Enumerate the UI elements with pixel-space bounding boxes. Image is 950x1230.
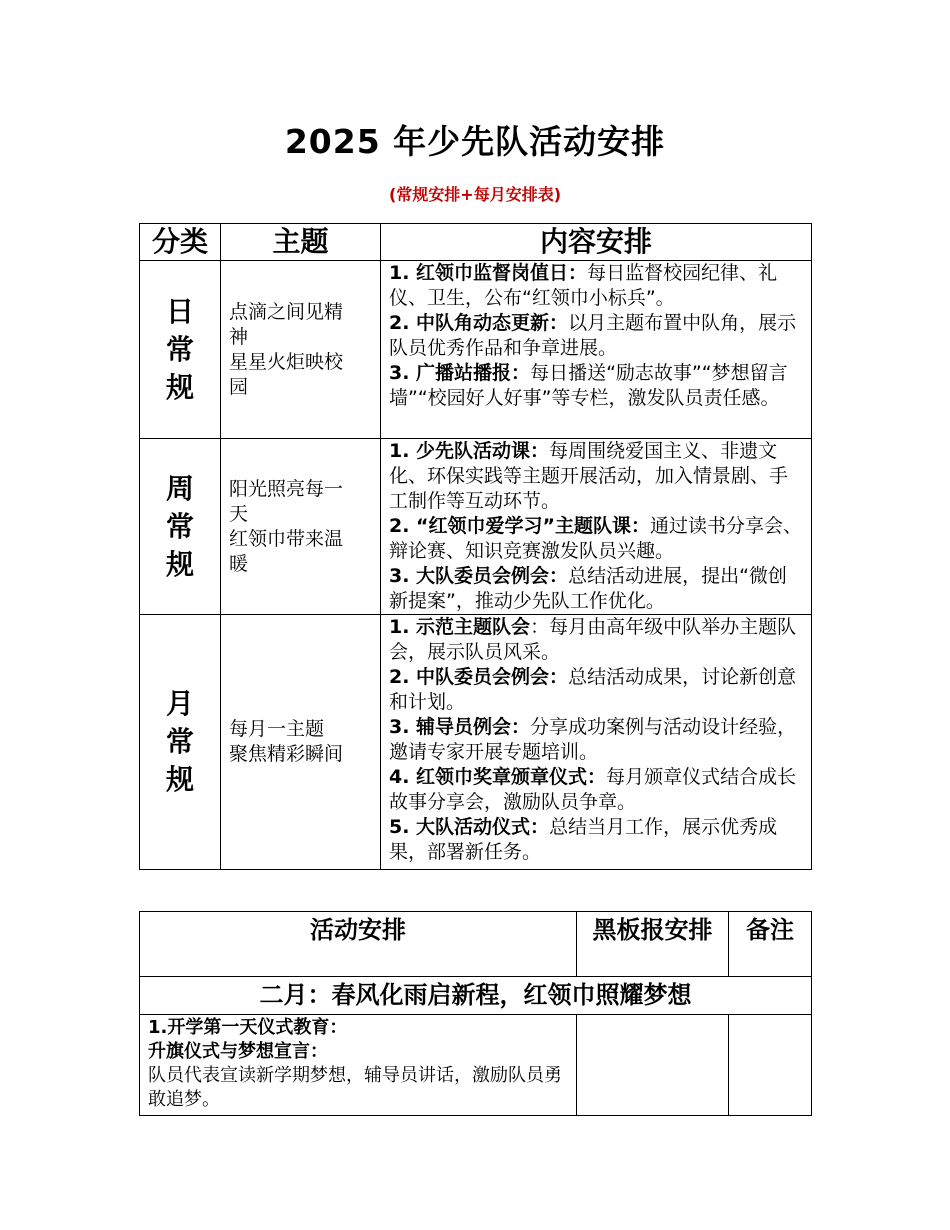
content-item: 3. 广播站播报：每日播送“励志故事”“梦想留言墙”“校园好人好事”等专栏，激发队员责任感。 [389, 362, 788, 409]
content-item: 1. 少先队活动课：每周围绕爱国主义、非遗文化、环保实践等主题开展活动，加入情景剧、手工制作等互动环节。 [389, 440, 789, 512]
table-row-daily [140, 261, 812, 439]
table-row-weekly [140, 439, 812, 615]
header-theme: 主题 [221, 224, 381, 261]
monthly-schedule-table [139, 911, 812, 1116]
remark-cell [729, 1015, 812, 1116]
header-activity: 活动安排 [140, 912, 577, 977]
content-item: 5. 大队活动仪式：总结当月工作，展示优秀成果，部署新任务。 [389, 816, 778, 863]
category-cell: 月 常 规 [140, 615, 221, 870]
category-cell: 日 常 规 [140, 261, 221, 439]
content-item: 2. 中队委员会例会：总结活动成果，讨论新创意和计划。 [389, 666, 797, 713]
header-remark: 备注 [729, 912, 812, 977]
content-cell [381, 261, 812, 439]
content-item: 3. 辅导员例会：分享成功案例与活动设计经验，邀请专家开展专题培训。 [389, 716, 797, 763]
table-row [140, 1015, 812, 1116]
page-title: 2025 年少先队活动安排 [284, 122, 666, 161]
header-blackboard: 黑板报安排 [577, 912, 729, 977]
activity-cell: 1.开学第一天仪式教育： 升旗仪式与梦想宣言： 队员代表宣读新学期梦想，辅导员讲话，激励队员勇敢追梦。 [140, 1015, 577, 1116]
page-subtitle: (常规安排+每月安排表) [388, 185, 562, 204]
content-item: 1. 示范主题队会：每月由高年级中队举办主题队会，展示队员风采。 [389, 616, 797, 663]
content-item: 2. “红领巾爱学习”主题队课：通过读书分享会、辩论赛、知识竞赛激发队员兴趣。 [389, 515, 803, 562]
schedule-table-header [140, 912, 812, 977]
month-title-row [140, 977, 812, 1015]
theme-cell: 每月一主题 聚焦精彩瞬间 [221, 615, 381, 870]
header-category: 分类 [140, 224, 221, 261]
header-content: 内容安排 [381, 224, 812, 261]
content-item: 1. 红领巾监督岗值日：每日监督校园纪律、礼仪、卫生，公布“红领巾小标兵”。 [389, 262, 778, 309]
routine-table [139, 223, 812, 870]
theme-cell: 点滴之间见精 神 星星火炬映校 园 [221, 261, 381, 439]
content-item: 3. 大队委员会例会：总结活动进展，提出“微创新提案”，推动少先队工作优化。 [389, 565, 787, 612]
month-title: 二月：春风化雨启新程，红领巾照耀梦想 [140, 977, 812, 1015]
content-item: 4. 红领巾奖章颁章仪式：每月颁章仪式结合成长故事分享会，激励队员争章。 [389, 766, 797, 813]
blackboard-cell [577, 1015, 729, 1116]
table-row-monthly [140, 615, 812, 870]
theme-cell: 阳光照亮每一 天 红领巾带来温 暖 [221, 439, 381, 615]
category-cell: 周 常 规 [140, 439, 221, 615]
content-cell [381, 615, 812, 870]
content-cell [381, 439, 812, 615]
routine-table-header [140, 224, 812, 261]
content-item: 2. 中队角动态更新：以月主题布置中队角，展示队员优秀作品和争章进展。 [389, 312, 797, 359]
